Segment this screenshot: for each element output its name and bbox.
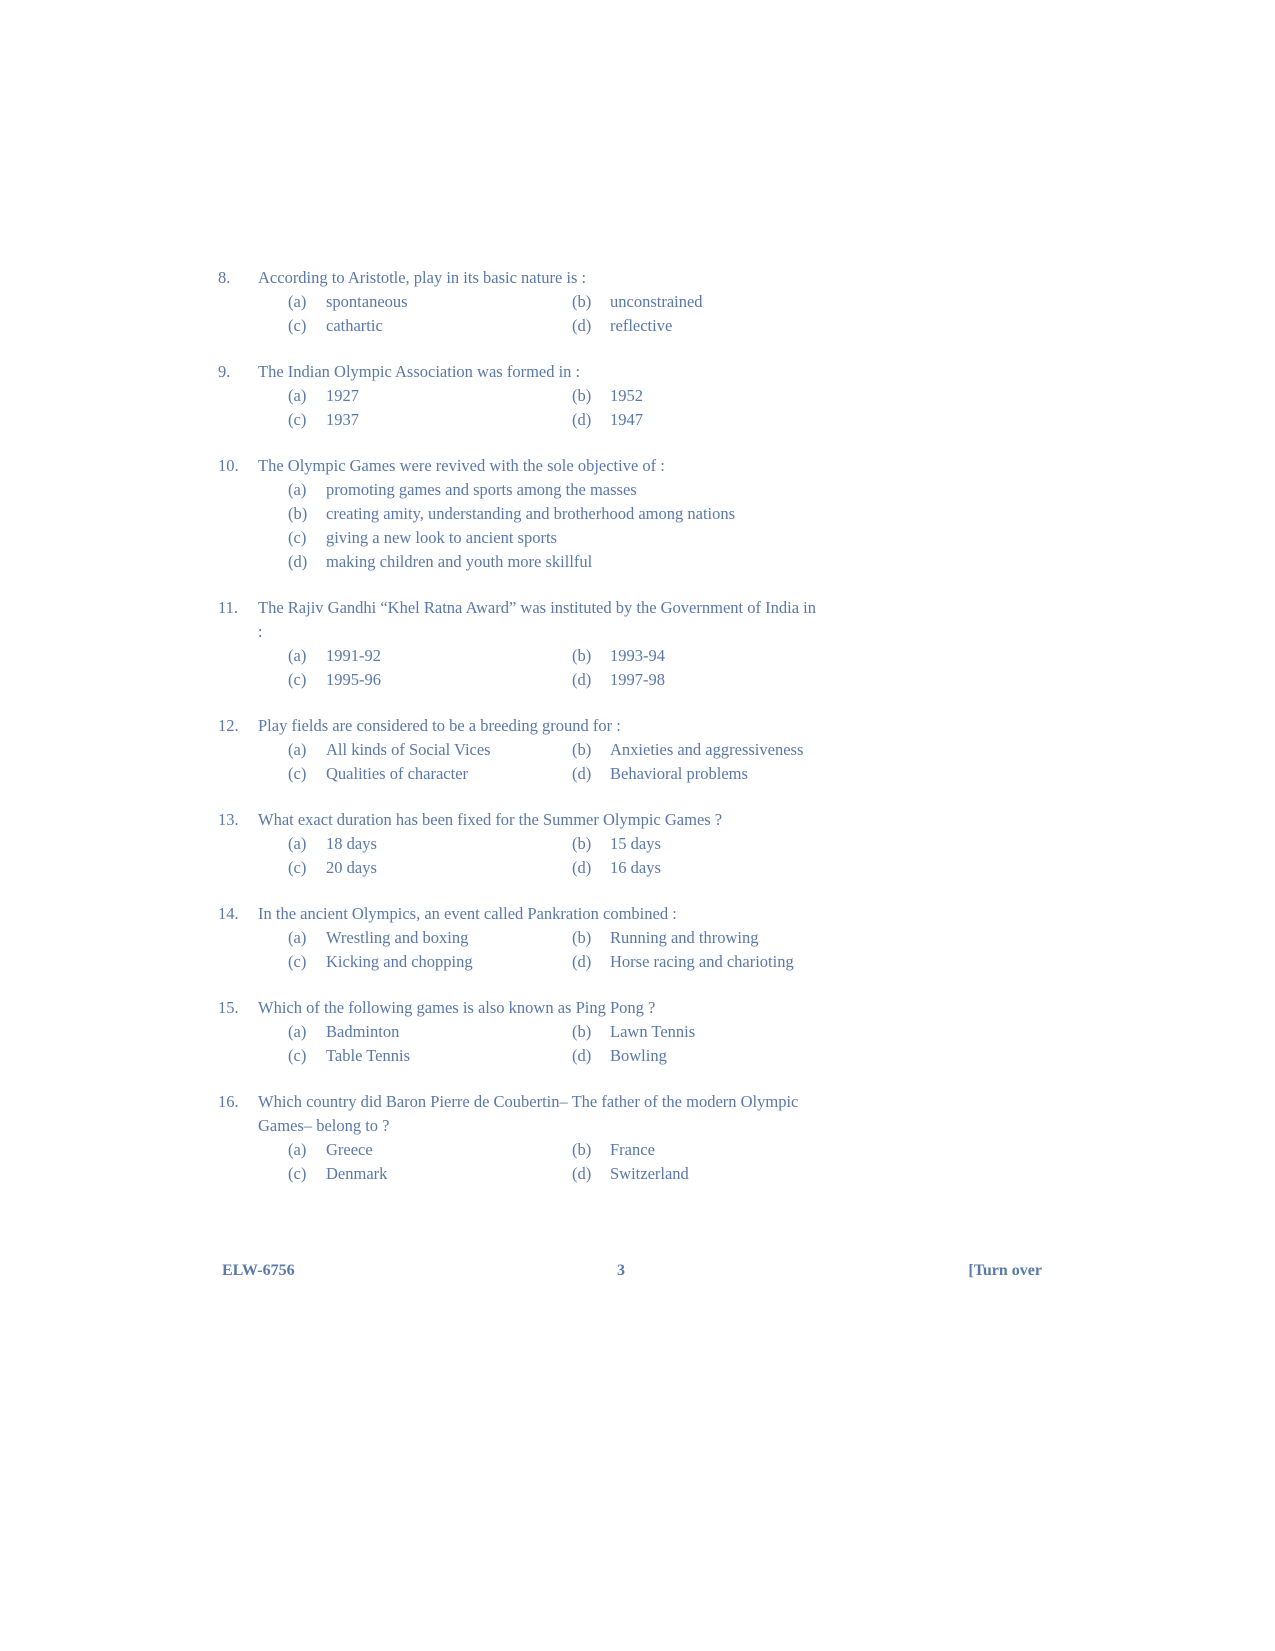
answer-option — [572, 384, 872, 408]
option-label: (b) — [572, 1140, 592, 1159]
question-stem — [218, 596, 1038, 644]
option-text: 16 days — [610, 858, 661, 877]
answer-option — [288, 950, 572, 974]
option-label: (c) — [288, 410, 307, 429]
option-text: 1927 — [326, 386, 359, 405]
options-group — [218, 478, 1038, 574]
option-label: (c) — [288, 528, 307, 547]
option-label: (b) — [572, 834, 592, 853]
option-text: 1993-94 — [610, 646, 665, 665]
answer-option — [572, 832, 872, 856]
option-text: Wrestling and boxing — [326, 928, 469, 947]
question-text: The Indian Olympic Association was formed in : — [258, 362, 581, 381]
option-text: 18 days — [326, 834, 377, 853]
option-label: (d) — [572, 858, 592, 877]
option-text: spontaneous — [326, 292, 408, 311]
answer-option — [288, 762, 572, 786]
option-text: 1952 — [610, 386, 643, 405]
answer-option — [572, 926, 872, 950]
option-label: (a) — [288, 292, 307, 311]
option-text: Switzerland — [610, 1164, 689, 1183]
question-item — [218, 996, 1038, 1068]
option-label: (d) — [572, 1164, 592, 1183]
option-text: giving a new look to ancient sports — [326, 528, 557, 547]
option-label: (a) — [288, 834, 307, 853]
question-item — [218, 1090, 1038, 1186]
option-label: (c) — [288, 316, 307, 335]
option-text: France — [610, 1140, 655, 1159]
option-text: Anxieties and aggressiveness — [610, 740, 804, 759]
option-text: reflective — [610, 316, 673, 335]
answer-option — [572, 1138, 872, 1162]
answer-option — [572, 738, 872, 762]
option-text: Bowling — [610, 1046, 667, 1065]
answer-option — [288, 550, 1038, 574]
question-stem — [218, 996, 1038, 1020]
question-item — [218, 596, 1038, 692]
option-text: unconstrained — [610, 292, 703, 311]
paper-code: ELW-6756 — [222, 1262, 295, 1279]
option-label: (a) — [288, 1140, 307, 1159]
option-text: Running and throwing — [610, 928, 759, 947]
question-text: What exact duration has been fixed for the Summer Olympic Games ? — [258, 810, 723, 829]
answer-option — [288, 926, 572, 950]
answer-option — [572, 644, 872, 668]
option-label: (b) — [572, 386, 592, 405]
question-text: According to Aristotle, play in its basic nature is : — [258, 268, 587, 287]
page-footer — [222, 1262, 1042, 1286]
answer-option — [572, 762, 872, 786]
options-group — [218, 926, 1038, 974]
answer-option — [572, 950, 872, 974]
question-number: 8. — [218, 268, 231, 287]
option-label: (b) — [572, 1022, 592, 1041]
question-number: 15. — [218, 998, 239, 1017]
option-text: 1997-98 — [610, 670, 665, 689]
question-number: 11. — [218, 598, 239, 617]
question-number: 16. — [218, 1092, 239, 1111]
question-text: Which of the following games is also known as Ping Pong ? — [258, 998, 656, 1017]
option-text: Kicking and chopping — [326, 952, 473, 971]
option-text: All kinds of Social Vices — [326, 740, 491, 759]
option-text: 1937 — [326, 410, 359, 429]
question-text: In the ancient Olympics, an event called Pankration combined : — [258, 904, 677, 923]
option-label: (c) — [288, 1164, 307, 1183]
options-group — [218, 1020, 1038, 1068]
option-label: (b) — [572, 646, 592, 665]
question-item — [218, 902, 1038, 974]
option-label: (c) — [288, 670, 307, 689]
answer-option — [288, 502, 1038, 526]
answer-option — [572, 290, 872, 314]
option-text: Lawn Tennis — [610, 1022, 696, 1041]
answer-option — [288, 290, 572, 314]
answer-option — [288, 832, 572, 856]
answer-option — [288, 526, 1038, 550]
option-text: 1947 — [610, 410, 643, 429]
answer-option — [288, 478, 1038, 502]
answer-option — [288, 1138, 572, 1162]
option-text: Badminton — [326, 1022, 400, 1041]
option-text: 1995-96 — [326, 670, 381, 689]
option-label: (a) — [288, 480, 307, 499]
option-text: promoting games and sports among the masses — [326, 480, 637, 499]
option-label: (d) — [572, 316, 592, 335]
options-group — [218, 738, 1038, 786]
answer-option — [288, 856, 572, 880]
question-stem — [218, 360, 1038, 384]
option-text: 15 days — [610, 834, 661, 853]
turn-over-label: [Turn over — [968, 1262, 1042, 1279]
option-text: cathartic — [326, 316, 383, 335]
option-label: (a) — [288, 740, 307, 759]
question-item — [218, 360, 1038, 432]
question-text: Which country did Baron Pierre de Coubertin– The father of the modern Olympic Games– belong to ? — [258, 1092, 799, 1135]
question-text: The Olympic Games were revived with the sole objective of : — [258, 456, 665, 475]
question-list — [218, 266, 1038, 1208]
question-number: 13. — [218, 810, 239, 829]
options-group — [218, 832, 1038, 880]
option-label: (b) — [572, 740, 592, 759]
question-item — [218, 808, 1038, 880]
answer-option — [288, 384, 572, 408]
question-number: 10. — [218, 456, 239, 475]
question-stem — [218, 714, 1038, 738]
question-number: 14. — [218, 904, 239, 923]
option-text: creating amity, understanding and brotherhood among nations — [326, 504, 736, 523]
question-item — [218, 266, 1038, 338]
answer-option — [572, 1044, 872, 1068]
question-number: 9. — [218, 362, 231, 381]
option-label: (c) — [288, 1046, 307, 1065]
options-group — [218, 644, 1038, 692]
answer-option — [572, 668, 872, 692]
answer-option — [288, 314, 572, 338]
question-text: Play fields are considered to be a breeding ground for : — [258, 716, 621, 735]
option-label: (c) — [288, 764, 307, 783]
option-label: (a) — [288, 646, 307, 665]
answer-option — [572, 1020, 872, 1044]
option-text: Greece — [326, 1140, 373, 1159]
option-text: 1991-92 — [326, 646, 381, 665]
option-label: (b) — [572, 928, 592, 947]
option-label: (b) — [572, 292, 592, 311]
option-label: (c) — [288, 858, 307, 877]
question-stem — [218, 266, 1038, 290]
option-label: (a) — [288, 1022, 307, 1041]
option-label: (a) — [288, 386, 307, 405]
answer-option — [288, 1044, 572, 1068]
option-text: making children and youth more skillful — [326, 552, 593, 571]
answer-option — [572, 408, 872, 432]
question-stem — [218, 454, 1038, 478]
option-label: (c) — [288, 952, 307, 971]
option-label: (d) — [288, 552, 308, 571]
question-stem — [218, 1090, 1038, 1138]
option-label: (d) — [572, 410, 592, 429]
answer-option — [288, 1162, 572, 1186]
page-number: 3 — [617, 1262, 625, 1279]
option-text: Qualities of character — [326, 764, 469, 783]
option-label: (d) — [572, 764, 592, 783]
answer-option — [288, 408, 572, 432]
answer-option — [572, 1162, 872, 1186]
question-number: 12. — [218, 716, 239, 735]
answer-option — [288, 644, 572, 668]
option-label: (d) — [572, 1046, 592, 1065]
answer-option — [288, 668, 572, 692]
option-label: (d) — [572, 670, 592, 689]
question-text: The Rajiv Gandhi “Khel Ratna Award” was instituted by the Government of India in : — [258, 598, 816, 641]
option-label: (a) — [288, 928, 307, 947]
answer-option — [572, 856, 872, 880]
option-text: Behavioral problems — [610, 764, 748, 783]
option-text: 20 days — [326, 858, 377, 877]
answer-option — [288, 1020, 572, 1044]
answer-option — [288, 738, 572, 762]
question-item — [218, 454, 1038, 574]
option-label: (b) — [288, 504, 308, 523]
question-stem — [218, 902, 1038, 926]
question-item — [218, 714, 1038, 786]
option-text: Table Tennis — [326, 1046, 410, 1065]
option-label: (d) — [572, 952, 592, 971]
option-text: Horse racing and charioting — [610, 952, 794, 971]
option-text: Denmark — [326, 1164, 388, 1183]
question-stem — [218, 808, 1038, 832]
answer-option — [572, 314, 872, 338]
options-group — [218, 1138, 1038, 1186]
options-group — [218, 384, 1038, 432]
options-group — [218, 290, 1038, 338]
